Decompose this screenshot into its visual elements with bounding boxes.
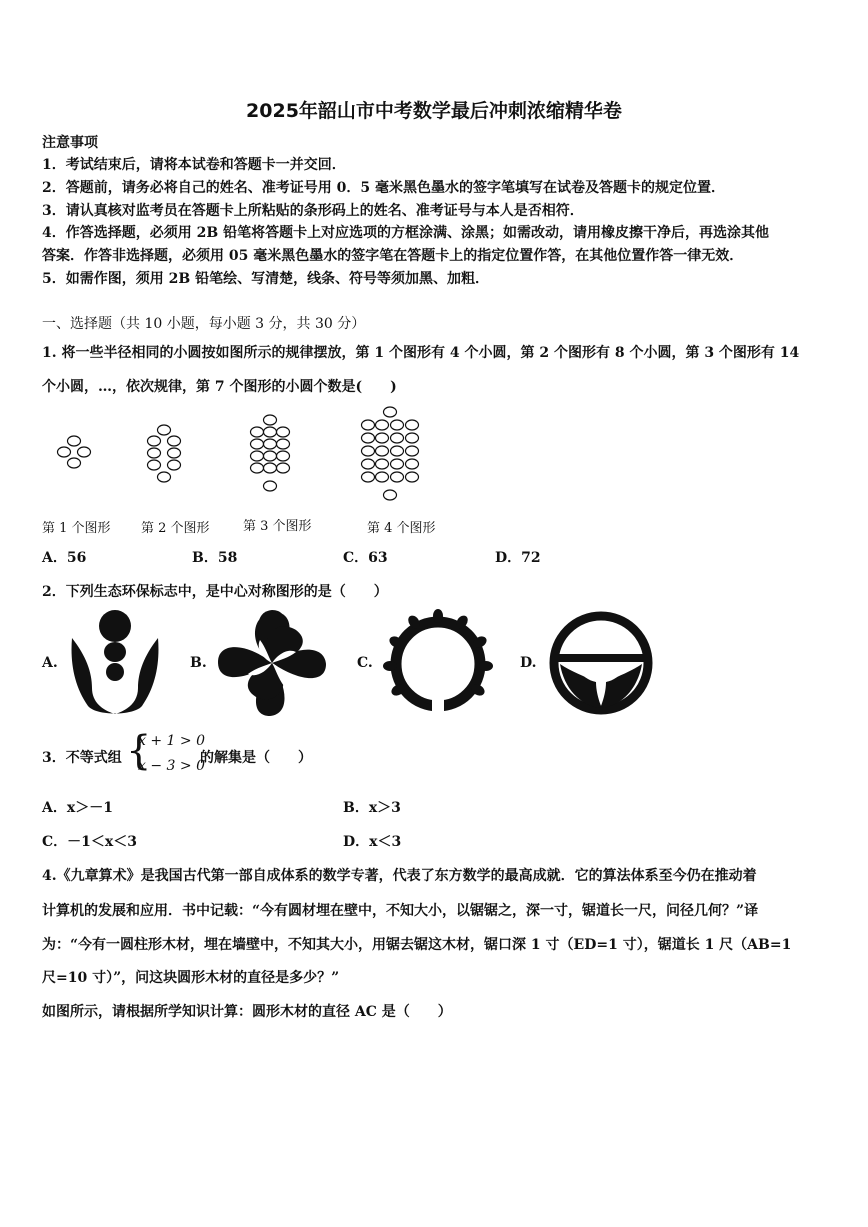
inequality-1: x + 1 > 0 [138, 733, 205, 749]
question-1-line2: 个小圆，…，依次规律，第 7 个图形的小圆个数是( ) [42, 379, 397, 395]
system-brace: { [126, 728, 152, 774]
question-1-line1: 1. 将一些半径相同的小圆按如图所示的规律摆放，第 1 个图形有 4 个小圆，第 2 个图形有 8 个小圆，第 3 个图形有 14 [42, 345, 800, 361]
figure-caption: 第 3 个图形 [243, 519, 312, 534]
figure-caption: 第 4 个图形 [367, 521, 436, 536]
section-heading: 一、选择题（共 10 小题，每小题 3 分，共 30 分） [42, 316, 366, 332]
notice-heading: 注意事项 [42, 135, 98, 151]
question-3-suffix: 的解集是（ ） [200, 750, 312, 766]
circle-pattern-figure-2 [143, 424, 187, 486]
question-4-line: 为：“今有一圆柱形木材，埋在墙壁中，不知其大小，用锯去锯这木材，锯口深 1 寸（ED=1 寸），锯道长 1 尺（AB=1 [42, 937, 792, 953]
notice-item: 答案．作答非选择题，必须用 05 毫米黑色墨水的签字笔在答题卡上的指定位置作答，在其他位置作答一律无效． [42, 248, 744, 264]
notice-item: 3．请认真核对监考员在答题卡上所粘贴的条形码上的姓名、准考证号与本人是否相符． [42, 203, 584, 219]
option-a[interactable]: A．56 [42, 550, 87, 566]
option-b[interactable]: B．x＞3 [343, 800, 401, 816]
option-d-label[interactable]: D. [520, 655, 537, 671]
page-title: 2025年韶山市中考数学最后冲刺浓缩精华卷 [246, 100, 622, 122]
figure-caption: 第 2 个图形 [141, 521, 210, 536]
question-2-stem: 2．下列生态环保标志中，是中心对称图形的是（ ） [42, 584, 388, 600]
four-leaf-clover-icon [216, 608, 328, 718]
inequality-2: x − 3 > 0 [138, 758, 205, 774]
circle-pattern-figure-1 [55, 436, 95, 470]
option-b-label[interactable]: B. [190, 655, 207, 671]
circle-sprout-icon [548, 610, 654, 716]
question-4-line: 计算机的发展和应用．书中记载：“今有圆材埋在壁中，不知大小，以锯锯之，深一寸，锯道长一尺，问径几何？”译 [42, 903, 759, 919]
notice-item: 4．作答选择题，必须用 2B 铅笔将答题卡上对应选项的方框涂满、涂黑；如需改动，请用橡皮擦干净后，再选涂其他 [42, 225, 770, 241]
option-a[interactable]: A．x＞－1 [42, 800, 113, 816]
option-c[interactable]: C．－1＜x＜3 [42, 834, 137, 850]
option-d[interactable]: D．x＜3 [343, 834, 402, 850]
question-3-prefix: 3．不等式组 [42, 750, 122, 766]
notice-item: 1．考试结束后，请将本试卷和答题卡一并交回． [42, 157, 346, 173]
circle-pattern-figure-4 [357, 406, 425, 504]
circle-pattern-figure-3 [245, 414, 297, 496]
question-4-line: 4.《九章算术》是我国古代第一部自成体系的数学专著，代表了东方数学的最高成就．它的算法体系至今仍在推动着 [42, 868, 757, 884]
option-a-label[interactable]: A. [42, 655, 58, 671]
figure-caption: 第 1 个图形 [42, 521, 111, 536]
question-4-line: 尺=10 寸）”，问这块圆形木材的直径是多少？” [42, 970, 340, 986]
flame-lotus-icon [66, 610, 164, 718]
notice-item: 2．答题前，请务必将自己的姓名、准考证号用 0．5 毫米黑色墨水的签字笔填写在试卷及答题卡的规定位置． [42, 180, 725, 196]
question-4-prompt: 如图所示，请根据所学知识计算：圆形木材的直径 AC 是（ ） [42, 1004, 452, 1020]
option-c[interactable]: C．63 [343, 550, 388, 566]
notice-item: 5．如需作图，须用 2B 铅笔绘、写清楚，线条、符号等须加黑、加粗． [42, 271, 490, 287]
laurel-wreath-icon [384, 610, 492, 716]
option-d[interactable]: D．72 [495, 550, 541, 566]
option-b[interactable]: B．58 [192, 550, 238, 566]
option-c-label[interactable]: C. [357, 655, 373, 671]
